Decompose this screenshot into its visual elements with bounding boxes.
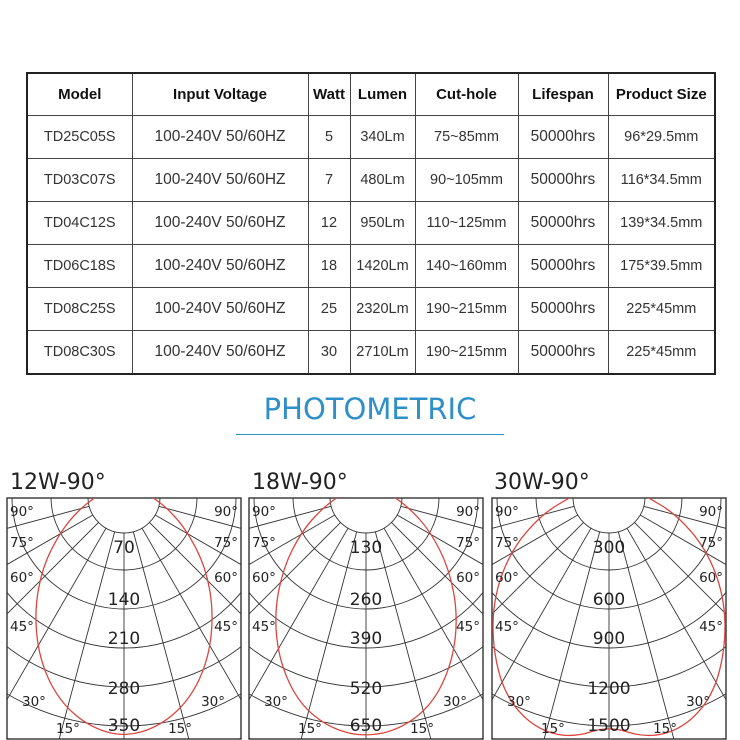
angle-label-left: 60°	[10, 570, 34, 586]
angle-label-left: 30°	[22, 694, 46, 710]
ring-label: 350	[107, 716, 141, 736]
cell-lumen: 2320Lm	[350, 288, 415, 331]
ring-label: 390	[349, 629, 383, 649]
ring-label: 280	[107, 679, 141, 699]
col-header-input-voltage: Input Voltage	[132, 73, 308, 116]
cell-lumen: 950Lm	[350, 202, 415, 245]
angle-label-right: 30°	[443, 694, 467, 710]
section-title: PHOTOMETRIC	[263, 392, 477, 426]
col-header-model: Model	[27, 73, 132, 116]
cell-product-size: 96*29.5mm	[608, 116, 715, 159]
ring-label: 130	[349, 538, 383, 558]
cell-lifespan: 50000hrs	[518, 202, 608, 245]
cell-watt: 25	[308, 288, 350, 331]
angle-label-left: 60°	[252, 570, 276, 586]
cell-model: TD08C25S	[27, 288, 132, 331]
angle-label-right: 30°	[201, 694, 225, 710]
cell-cut-hole: 190~215mm	[415, 288, 518, 331]
cell-lifespan: 50000hrs	[518, 245, 608, 288]
polar-chart-30w	[491, 497, 727, 740]
cell-input-voltage: 100-240V 50/60HZ	[132, 202, 308, 245]
cell-input-voltage: 100-240V 50/60HZ	[132, 245, 308, 288]
angle-label-right: 45°	[699, 619, 723, 635]
cell-watt: 18	[308, 245, 350, 288]
cell-cut-hole: 75~85mm	[415, 116, 518, 159]
spec-table	[26, 72, 716, 375]
angle-label-left: 45°	[495, 619, 519, 635]
angle-label-right: 75°	[699, 535, 723, 551]
table-row	[27, 159, 715, 202]
cell-lifespan: 50000hrs	[518, 116, 608, 159]
cell-lumen: 2710Lm	[350, 331, 415, 375]
angle-label-right: 45°	[214, 619, 238, 635]
cell-watt: 7	[308, 159, 350, 202]
ring-label: 1500	[587, 716, 631, 736]
angle-label-left: 90°	[252, 504, 276, 520]
col-header-product-size: Product Size	[608, 73, 715, 116]
col-header-cut-hole: Cut-hole	[415, 73, 518, 116]
angle-label-left: 15°	[541, 721, 565, 737]
angle-label-left: 60°	[495, 570, 519, 586]
angle-label-right: 75°	[214, 535, 238, 551]
cell-product-size: 175*39.5mm	[608, 245, 715, 288]
cell-cut-hole: 140~160mm	[415, 245, 518, 288]
section-title-underline	[236, 434, 504, 435]
cell-watt: 30	[308, 331, 350, 375]
angle-label-right: 75°	[456, 535, 480, 551]
angle-label-left: 90°	[495, 504, 519, 520]
ring-label: 210	[107, 629, 141, 649]
angle-label-left: 45°	[252, 619, 276, 635]
cell-product-size: 116*34.5mm	[608, 159, 715, 202]
angle-label-right: 90°	[456, 504, 480, 520]
angle-label-right: 90°	[214, 504, 238, 520]
chart-title-30w: 30W-90°	[494, 470, 590, 495]
angle-label-right: 45°	[456, 619, 480, 635]
angle-label-left: 45°	[10, 619, 34, 635]
angle-label-left: 75°	[495, 535, 519, 551]
ring-label: 260	[349, 590, 383, 610]
table-header-row	[27, 73, 715, 116]
angle-label-left: 15°	[298, 721, 322, 737]
angle-label-left: 30°	[507, 694, 531, 710]
ring-label: 300	[592, 538, 626, 558]
table-row	[27, 202, 715, 245]
angle-label-left: 15°	[56, 721, 80, 737]
angle-label-right: 60°	[456, 570, 480, 586]
angle-label-right: 15°	[410, 721, 434, 737]
cell-model: TD03C07S	[27, 159, 132, 202]
cell-input-voltage: 100-240V 50/60HZ	[132, 331, 308, 375]
cell-model: TD04C12S	[27, 202, 132, 245]
angle-label-left: 75°	[252, 535, 276, 551]
cell-model: TD08C30S	[27, 331, 132, 375]
ring-label: 520	[349, 679, 383, 699]
angle-label-right: 15°	[168, 721, 192, 737]
angle-label-left: 75°	[10, 535, 34, 551]
cell-product-size: 225*45mm	[608, 331, 715, 375]
col-header-watt: Watt	[308, 73, 350, 116]
cell-lifespan: 50000hrs	[518, 159, 608, 202]
cell-input-voltage: 100-240V 50/60HZ	[132, 159, 308, 202]
cell-product-size: 139*34.5mm	[608, 202, 715, 245]
angle-label-right: 30°	[686, 694, 710, 710]
cell-lifespan: 50000hrs	[518, 288, 608, 331]
cell-lumen: 1420Lm	[350, 245, 415, 288]
angle-label-left: 30°	[264, 694, 288, 710]
ring-label: 600	[592, 590, 626, 610]
cell-input-voltage: 100-240V 50/60HZ	[132, 288, 308, 331]
cell-lumen: 480Lm	[350, 159, 415, 202]
cell-cut-hole: 90~105mm	[415, 159, 518, 202]
ring-label: 70	[113, 538, 135, 558]
polar-chart-12w	[6, 497, 242, 740]
ring-label: 900	[592, 629, 626, 649]
cell-product-size: 225*45mm	[608, 288, 715, 331]
table-row	[27, 331, 715, 375]
angle-label-left: 90°	[10, 504, 34, 520]
angle-label-right: 60°	[699, 570, 723, 586]
angle-label-right: 60°	[214, 570, 238, 586]
chart-title-12w: 12W-90°	[10, 470, 106, 495]
polar-chart-18w	[248, 497, 484, 740]
chart-title-18w: 18W-90°	[252, 470, 348, 495]
cell-model: TD06C18S	[27, 245, 132, 288]
cell-input-voltage: 100-240V 50/60HZ	[132, 116, 308, 159]
col-header-lifespan: Lifespan	[518, 73, 608, 116]
ring-label: 650	[349, 716, 383, 736]
angle-label-right: 90°	[699, 504, 723, 520]
cell-watt: 12	[308, 202, 350, 245]
table-row	[27, 288, 715, 331]
ring-label: 1200	[587, 679, 631, 699]
cell-model: TD25C05S	[27, 116, 132, 159]
cell-cut-hole: 110~125mm	[415, 202, 518, 245]
ring-label: 140	[107, 590, 141, 610]
table-row	[27, 245, 715, 288]
cell-watt: 5	[308, 116, 350, 159]
col-header-lumen: Lumen	[350, 73, 415, 116]
cell-lifespan: 50000hrs	[518, 331, 608, 375]
table-row	[27, 116, 715, 159]
angle-label-right: 15°	[653, 721, 677, 737]
cell-lumen: 340Lm	[350, 116, 415, 159]
cell-cut-hole: 190~215mm	[415, 331, 518, 375]
